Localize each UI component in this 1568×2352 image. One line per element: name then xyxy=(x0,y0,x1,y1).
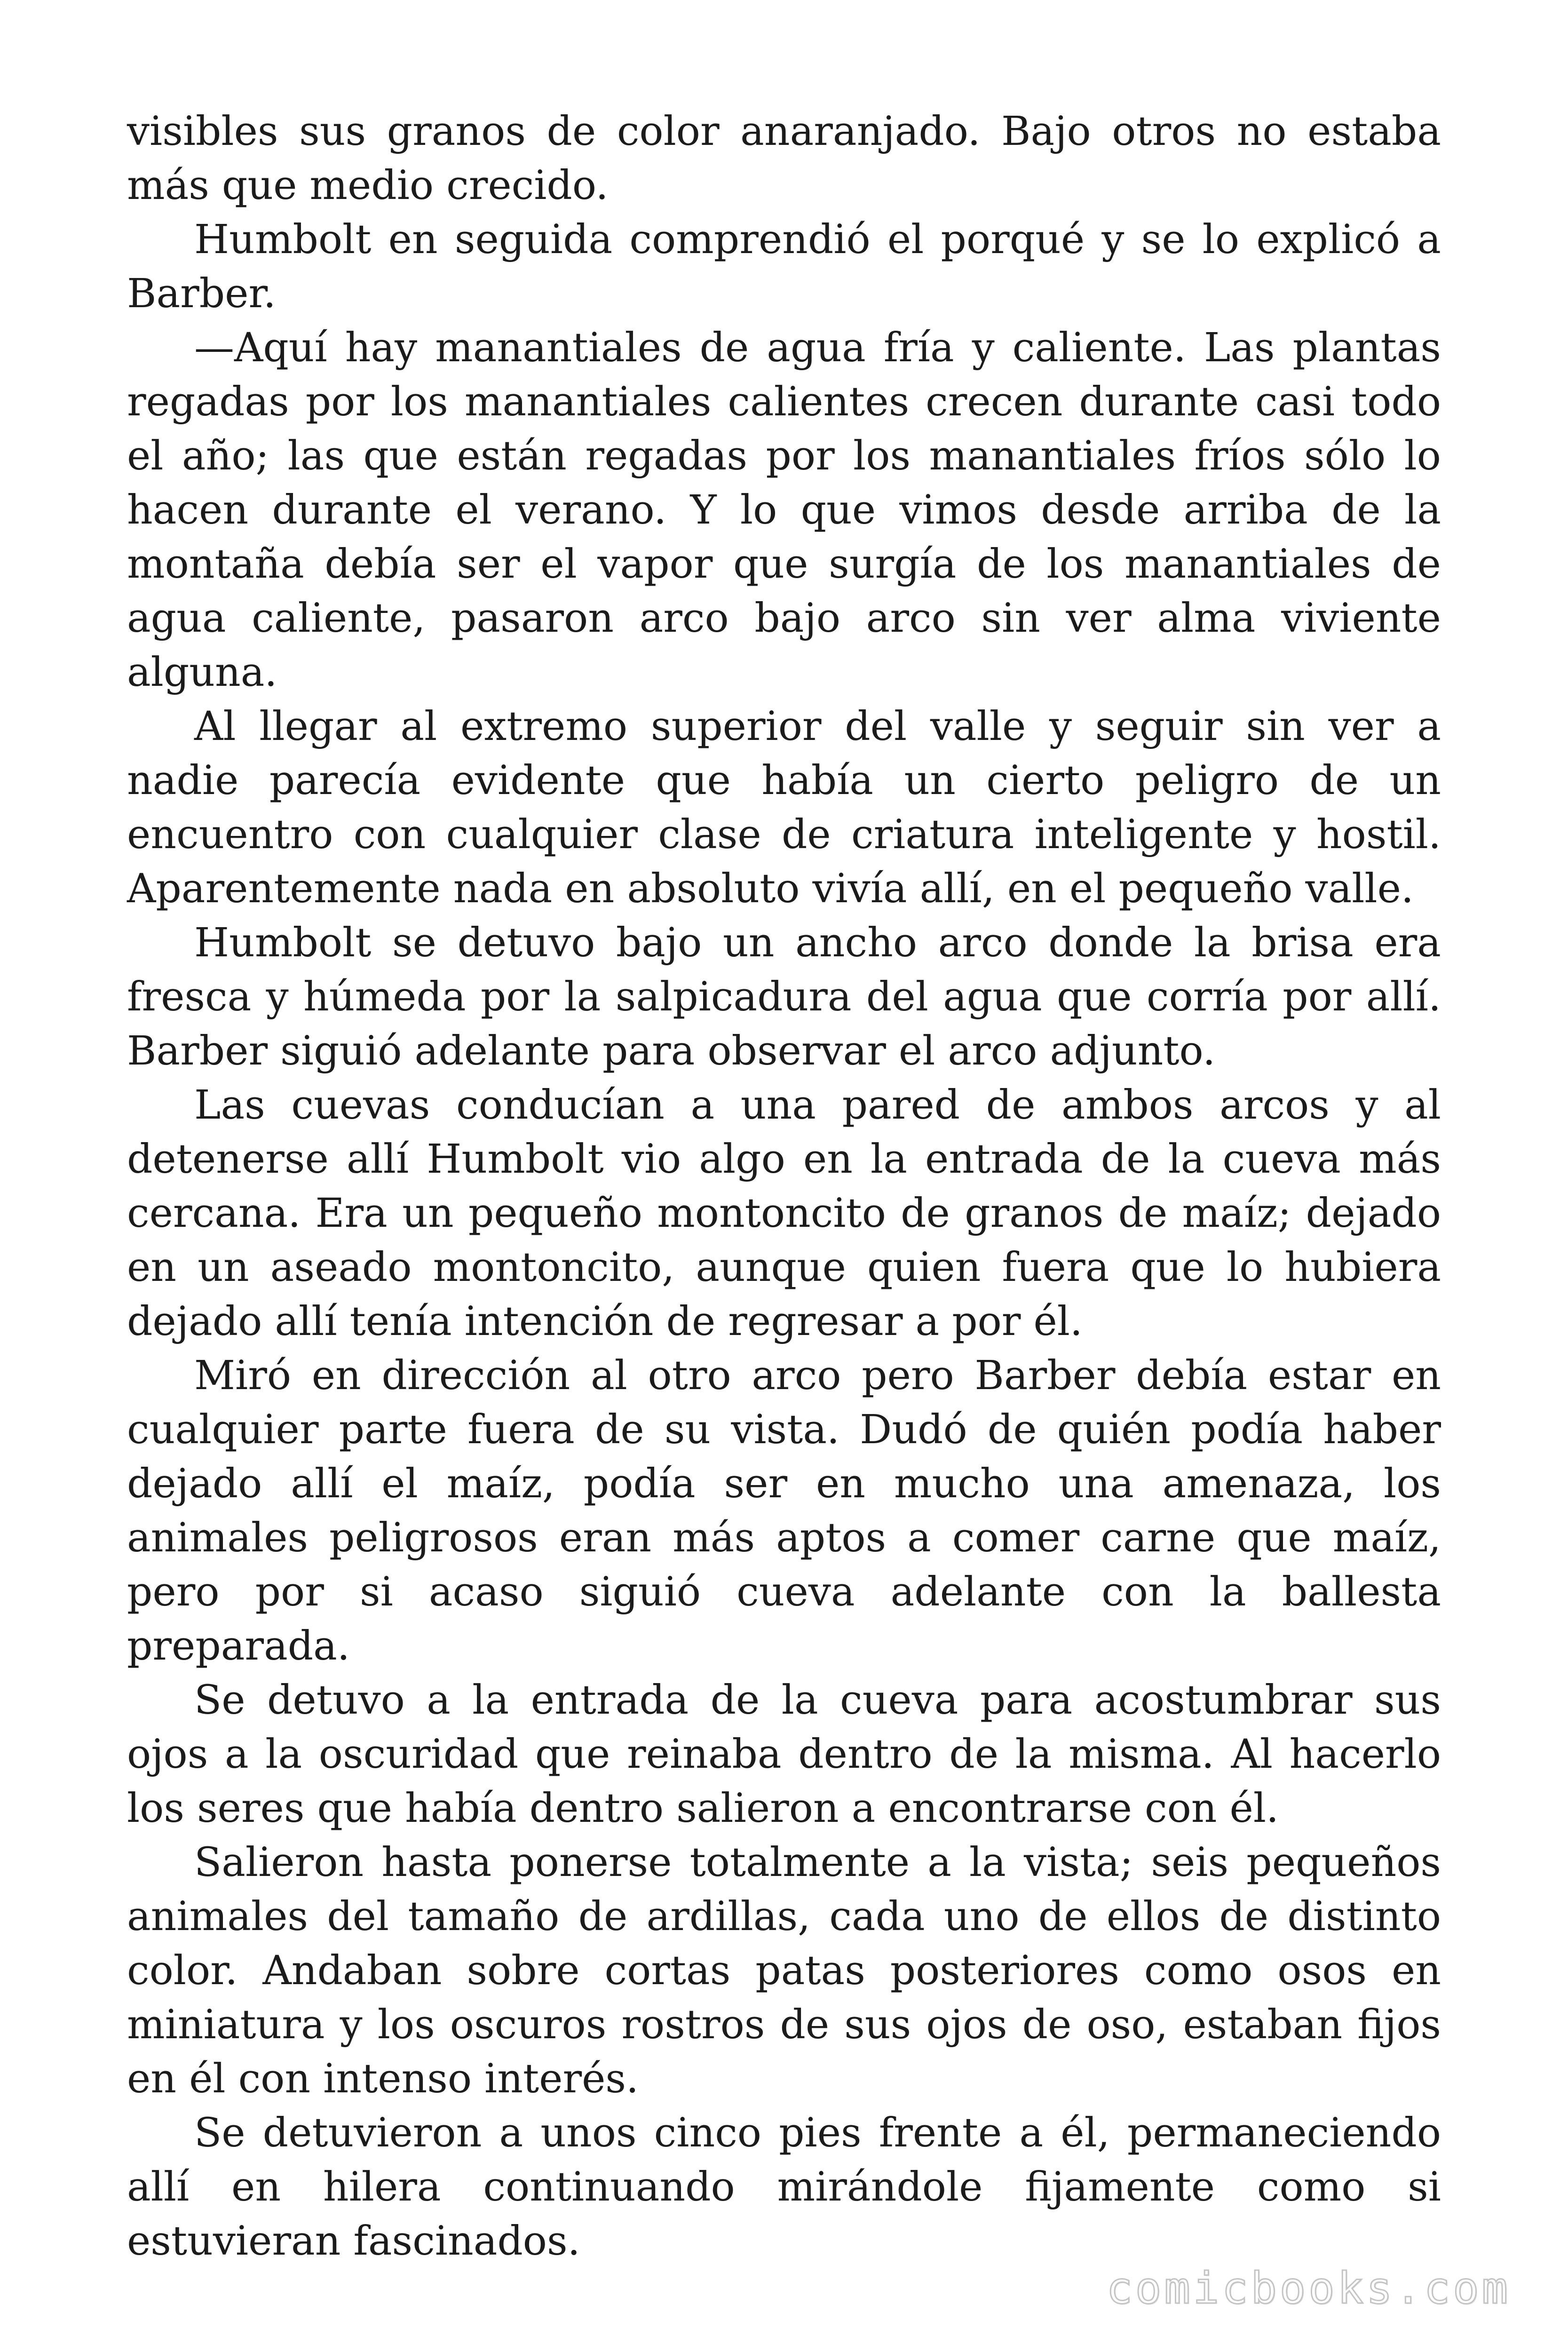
paragraph-7: Miró en dirección al otro arco pero Barber debía estar en cualquier parte fuera de su vista. Dudó de quién podía haber dejado allí el maíz, podía ser en mucho una amenaza, los animales peligrosos eran más aptos a comer carne que maíz, pero por si acaso siguió cueva adelante con la ballesta preparada. xyxy=(127,1352,1441,1669)
paragraph-3: —Aquí hay manantiales de agua fría y caliente. Las plantas regadas por los manantiales calientes crecen durante casi todo el año; las que están regadas por los manantiales fríos sólo lo hacen durante el verano. Y lo que vimos desde arriba de la montaña debía ser el vapor que surgía de los manantiales de agua caliente, pasaron arco bajo arco sin ver alma viviente alguna. xyxy=(127,325,1441,696)
page-text xyxy=(127,104,1441,2268)
watermark: comicbooks.com xyxy=(1106,2263,1511,2313)
paragraph-9: Salieron hasta ponerse totalmente a la vista; seis pequeños animales del tamaño de ardillas, cada uno de ellos de distinto color. Andaban sobre cortas patas posteriores como osos en miniatura y los oscuros rostros de sus ojos de oso, estaban fijos en él con intenso interés. xyxy=(127,1839,1441,2102)
paragraph-8: Se detuvo a la entrada de la cueva para acostumbrar sus ojos a la oscuridad que reinaba dentro de la misma. Al hacerlo los seres que había dentro salieron a encontrarse con él. xyxy=(127,1677,1441,1832)
paragraph-10: Se detuvieron a unos cinco pies frente a él, permaneciendo allí en hilera continuando mirándole fijamente como si estuvieran fascinados. xyxy=(127,2110,1441,2265)
paragraph-1: visibles sus granos de color anaranjado. Bajo otros no estaba más que medio crecido. xyxy=(127,108,1441,209)
paragraph-6: Las cuevas conducían a una pared de ambos arcos y al detenerse allí Humbolt vio algo en la entrada de la cueva más cercana. Era un pequeño montoncito de granos de maíz; dejado en un aseado montoncito, aunque quien fuera que lo hubiera dejado allí tenía intención de regresar a por él. xyxy=(127,1082,1441,1345)
paragraph-2: Humbolt en seguida comprendió el porqué y se lo explicó a Barber. xyxy=(127,216,1441,317)
paragraph-5: Humbolt se detuvo bajo un ancho arco donde la brisa era fresca y húmeda por la salpicadura del agua que corría por allí. Barber siguió adelante para observar el arco adjunto. xyxy=(127,920,1441,1074)
paragraph-4: Al llegar al extremo superior del valle y seguir sin ver a nadie parecía evidente que había un cierto peligro de un encuentro con cualquier clase de criatura inteligente y hostil. Aparentemente nada en absoluto vivía allí, en el pequeño valle. xyxy=(127,703,1441,912)
